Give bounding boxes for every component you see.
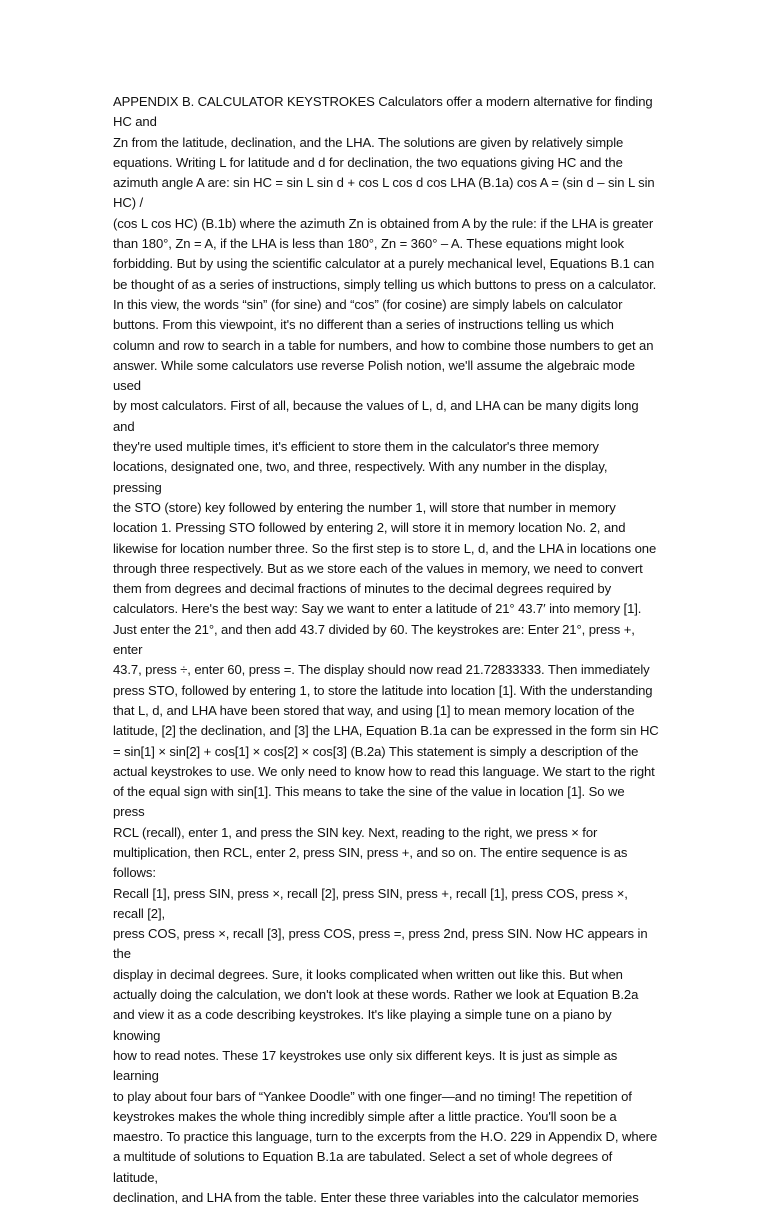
appendix-b-body-text: APPENDIX B. CALCULATOR KEYSTROKES Calculators offer a modern alternative for finding HC and Zn from the latitude, declination, and the LHA. The solutions are given by relatively simple equations. Writing L for latitude and d for declination, the two equations giving HC and the azimuth angle A are: sin HC = sin L sin d + cos L cos d cos LHA (B.1a) cos A = (sin d – sin L sin HC) / (cos L cos HC) (B.1b) where the azimuth Zn is obtained from A by the rule: if the LHA is greater than 180°, Zn = A, if the LHA is less than 180°, Zn = 360° – A. These equations might look forbidding. But by using the scientific calculator at a purely mechanical level, Equations B.1 can be thought of as a series of instructions, simply telling us which buttons to press on a calculator. In this view, the words “sin” (for sine) and “cos” (for cosine) are simply labels on calculator buttons. From this viewpoint, it's no different than a series of instructions telling us which column and row to search in a table for numbers, and how to combine those numbers to get an answer. While some calculators use reverse Polish notion, we'll assume the algebraic mode used by most calculators. First of all, because the values of L, d, and LHA can be many digits long and they're used multiple times, it's efficient to store them in the calculator's three memory locations, designated one, two, and three, respectively. With any number in the display, pressing the STO (store) key followed by entering the number 1, will store that number in memory location 1. Pressing STO followed by entering 2, will store it in memory location No. 2, and likewise for location number three. So the first step is to store L, d, and the LHA in locations one through three respectively. But as we store each of the values in memory, we need to convert them from degrees and decimal fractions of minutes to the decimal degrees required by calculators. Here's the best way: Say we want to enter a latitude of 21° 43.7′ into memory [1]. Just enter the 21°, and then add 43.7 divided by 60. The keystrokes are: Enter 21°, press +, enter 43.7, press ÷, enter 60, press =. The display should now read 21.72833333. Then immediately press STO, followed by entering 1, to store the latitude into location [1]. With the understanding that L, d, and LHA have been stored that way, and using [1] to mean memory location of the latitude, [2] the declination, and [3] the LHA, Equation B.1a can be expressed in the form sin HC = sin[1] × sin[2] + cos[1] × cos[2] × cos[3] (B.2a) This statement is simply a description of the actual keystrokes to use. We only need to know how to read this language. We start to the right of the equal sign with sin[1]. This means to take the sine of the value in location [1]. So we press RCL (recall), enter 1, and press the SIN key. Next, reading to the right, we press × for multiplication, then RCL, enter 2, press SIN, press +, and so on. The entire sequence is as follows: Recall [1], press SIN, press ×, recall [2], press SIN, press +, recall [1], press COS, press ×, recall [2], press COS, press ×, recall [3], press COS, press =, press 2nd, press SIN. Now HC appears in the display in decimal degrees. Sure, it looks complicated when written out like this. But when actually doing the calculation, we don't look at these words. Rather we look at Equation B.2a and view it as a code describing keystrokes. It's like playing a simple tune on a piano by knowing how to read notes. These 17 keystrokes use only six different keys. It is just as simple as learning to play about four bars of “Yankee Doodle” with one finger—and no timing! The repetition of keystrokes makes the whole thing incredibly simple after a little practice. You'll soon be a maestro. To practice this language, turn to the excerpts from the H.O. 229 in Appendix D, where a multitude of solutions to Equation B.1a are tabulated. Select a set of whole degrees of latitude, declination, and LHA from the table. Enter these three variables into the calculator memories [113, 94, 659, 1206]
